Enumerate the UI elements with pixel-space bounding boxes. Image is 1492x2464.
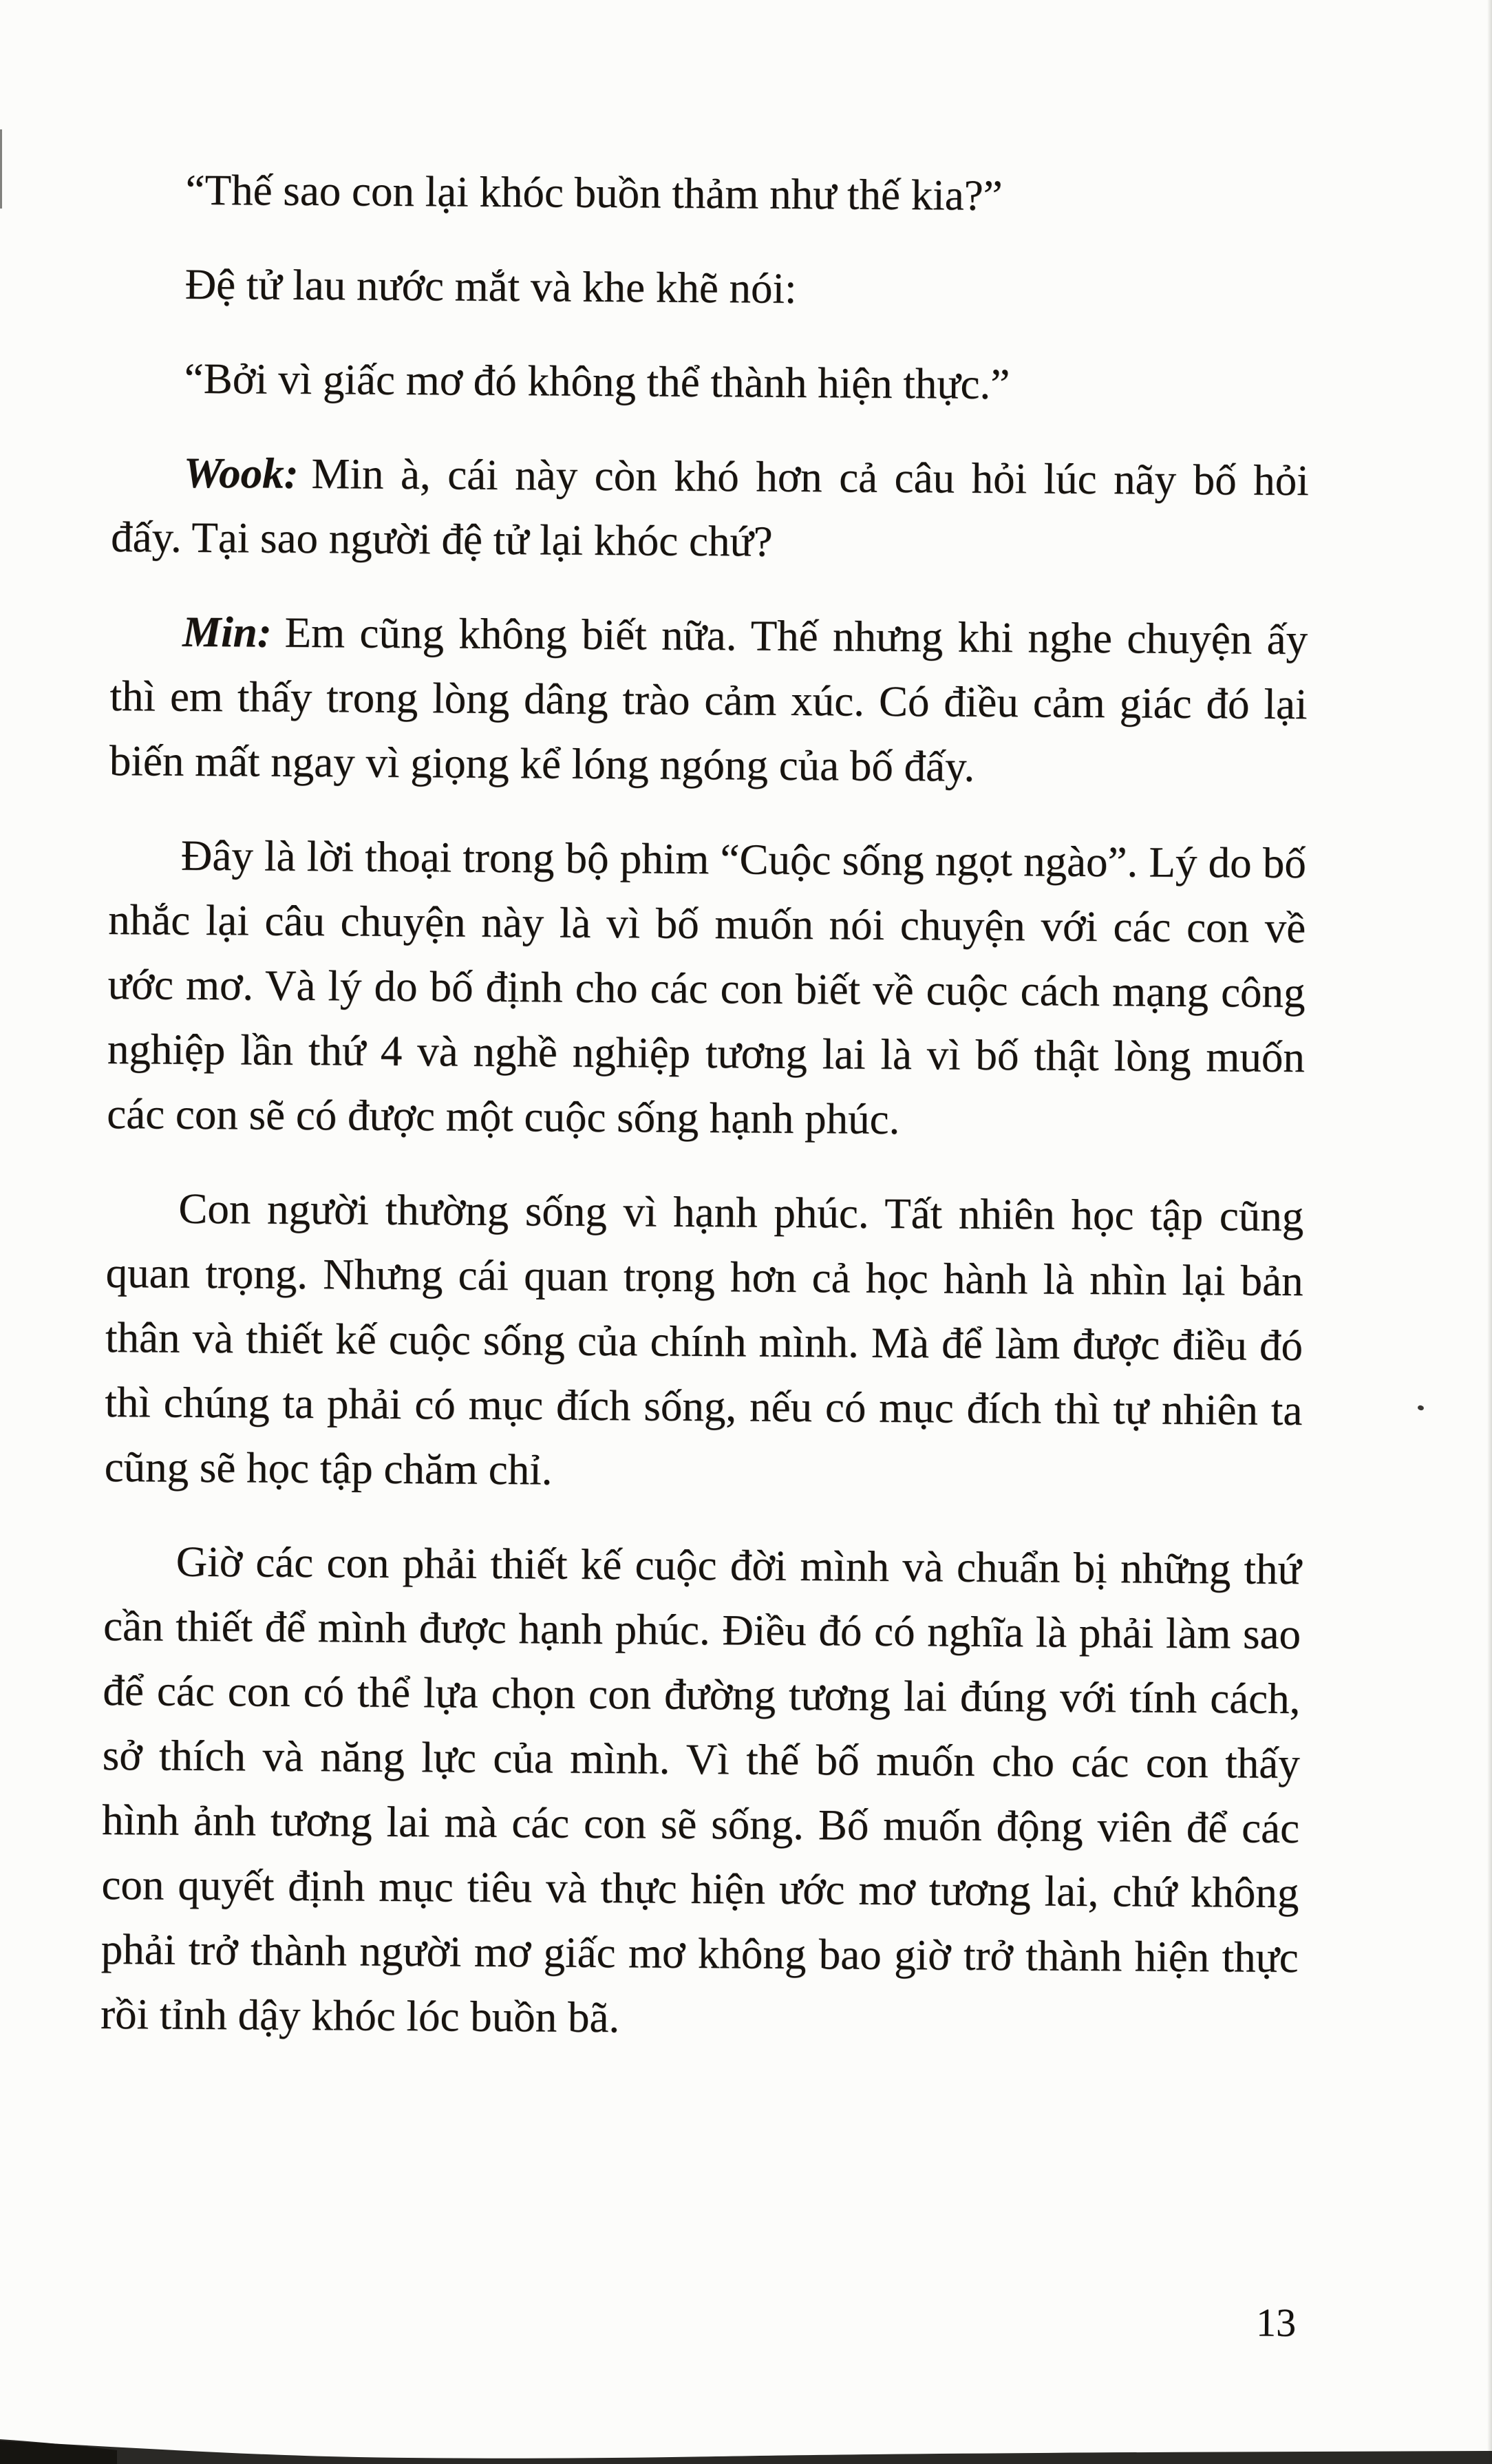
paragraph-text: “Bởi vì giấc mơ đó không thể thành hiện thực.”	[184, 354, 1010, 409]
paragraph	[107, 822, 1306, 1154]
page-number: 13	[1255, 2300, 1297, 2346]
paragraph-text: Em cũng không biết nữa. Thế nhưng khi nghe chuyện ấy thì em thấy trong lòng dâng trào cảm xúc. Có điều cảm giác đó lại biến mất ngay vì giọng kể lóng ngóng của bố đấy.	[109, 608, 1308, 791]
dialogue-line	[113, 157, 1311, 230]
speaker-label: Min:	[182, 607, 272, 657]
page-text-block	[100, 157, 1311, 2084]
paragraph	[111, 440, 1309, 577]
paragraph-text: Con người thường sống vì hạnh phúc. Tất nhiên học tập cũng quan trọng. Nhưng cái quan trọng hơn cả học hành là nhìn lại bản thân và thiết kế cuộc sống của chính mình. Mà để làm được điều đó thì chúng ta phải có mục đích sống, nếu có mục đích thì tự nhiên ta cũng sẽ học tập chăm chỉ.	[104, 1184, 1304, 1494]
paragraph-text: Đệ tử lau nước mắt và khe khẽ nói:	[184, 259, 797, 312]
paragraph-text: Đây là lời thoại trong bộ phim “Cuộc sống ngọt ngào”. Lý do bố nhắc lại câu chuyện này là vì bố muốn nói chuyện với các con về ước mơ. Và lý do bố định cho các con biết về cuộc cách mạng công nghiệp lần thứ 4 và nghề nghiệp tương lai là vì bố thật lòng muốn các con sẽ có được một cuộc sống hạnh phúc.	[107, 831, 1307, 1144]
paragraph	[100, 1529, 1301, 2054]
dialogue-line	[112, 251, 1310, 324]
dialogue-line	[111, 346, 1310, 418]
scan-bottom-edge-shadow	[0, 2436, 1492, 2464]
paragraph-text: Giờ các con phải thiết kế cuộc đời mình và chuẩn bị những thứ cần thiết để mình được hạnh phúc. Điều đó có nghĩa là phải làm sao để các con có thể lựa chọn con đường tương lai đúng với tính cách, sở thích và năng lực của mình. Vì thế bố muốn cho các con thấy hình ảnh tương lai mà các con sẽ sống. Bố muốn động viên để các con quyết định mục tiêu và thực hiện ước mơ tương lai, chứ không phải trở thành người mơ giấc mơ không bao giờ trở thành hiện thực rồi tỉnh dậy khóc lóc buồn bã.	[100, 1537, 1301, 2042]
paragraph	[104, 1176, 1303, 1507]
paragraph	[109, 599, 1308, 801]
paragraph-text: “Thế sao con lại khóc buồn thảm như thế kia?”	[185, 165, 1003, 220]
speaker-label: Wook:	[183, 448, 299, 498]
paragraph-text: Min à, cái này còn khó hơn cả câu hỏi lúc nãy bố hỏi đấy. Tại sao người đệ tử lại khóc chứ?	[110, 449, 1310, 566]
